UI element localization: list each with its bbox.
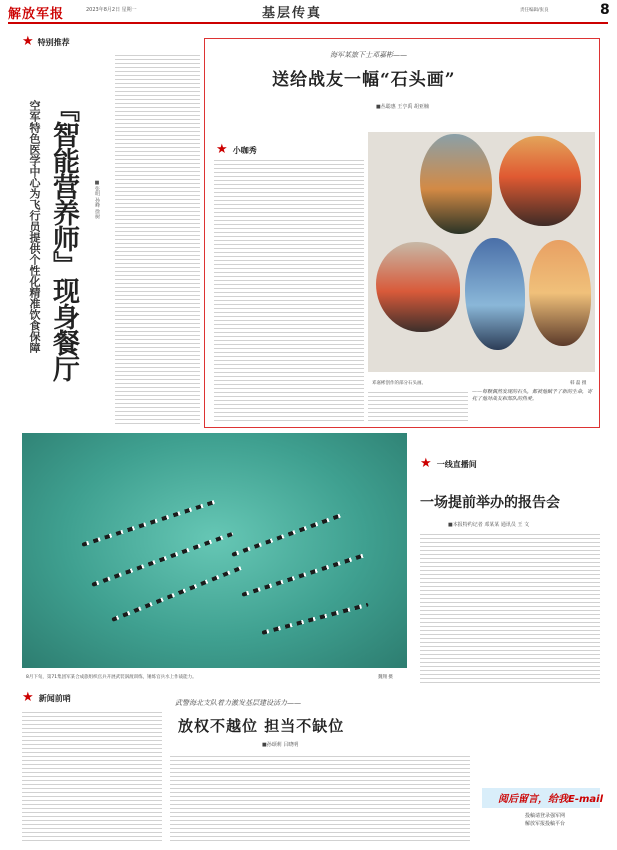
star-icon: ★ bbox=[22, 690, 34, 705]
front-line-kicker: ★ 一线直播间 bbox=[420, 456, 477, 471]
star-icon: ★ bbox=[216, 142, 228, 157]
stone-painting bbox=[420, 134, 492, 234]
bottom-story-headline: 放权不越位 担当不缺位 bbox=[178, 717, 345, 735]
bottom-story-byline: ■孙颂莉 吕晓明 bbox=[262, 742, 299, 748]
front-line-headline: 一场提前举办的报告会 bbox=[420, 495, 560, 511]
masthead-logo: 解放军报 bbox=[8, 7, 65, 22]
swimmer-column bbox=[261, 603, 368, 635]
feature-body-text bbox=[115, 55, 200, 425]
feature-byline: ■张明 孙峰 徐树 bbox=[94, 180, 100, 220]
bottom-story-body-left bbox=[22, 712, 162, 842]
special-recommend-kicker: ★ 特别推荐 bbox=[22, 34, 70, 49]
swimmer-column bbox=[231, 512, 345, 557]
stone-painting bbox=[529, 240, 591, 346]
swimmer-column bbox=[111, 566, 242, 622]
swimmer-column bbox=[241, 553, 366, 597]
story-body-text bbox=[214, 160, 364, 422]
feature-headline: 『智能营养师』现身餐厅 bbox=[48, 95, 79, 381]
page-section-title: 基层传真 bbox=[262, 6, 323, 21]
stone-painting bbox=[376, 242, 460, 332]
story-byline: ■丛聪惠 王亨禹 胡亚楠 bbox=[376, 104, 429, 110]
stone-painting bbox=[465, 238, 525, 350]
stone-painting bbox=[499, 136, 581, 226]
star-icon: ★ bbox=[22, 34, 34, 49]
story-headline: 送给战友一幅“石头画” bbox=[272, 70, 456, 90]
feedback-email-label[interactable]: 阅后留言，给我E-mail bbox=[498, 794, 604, 805]
photo-caption: 8月下旬，第71集团军某合成旅组织官兵开展武装泅渡训练，锤炼官兵水上作战能力。 bbox=[26, 675, 197, 680]
column-kicker: ★ 小咖秀 bbox=[216, 142, 257, 157]
bottom-story-body-right bbox=[170, 756, 470, 842]
feature-subheadline: 空军特色医学中心为飞行员提供个性化精准饮食保障 bbox=[28, 100, 41, 353]
header-rule bbox=[8, 22, 608, 24]
front-line-byline: ■本报特约记者 邓某某 通讯员 王 文 bbox=[448, 522, 530, 528]
pull-quote: ——每颗偶然发现的石头，都被他赋予了新的生命，寄托了他对战友和部队的热爱。 bbox=[472, 389, 593, 402]
swimmer-column bbox=[81, 500, 215, 547]
swimming-training-photo bbox=[22, 433, 407, 668]
story-body-text-continued bbox=[368, 392, 468, 424]
photo-caption: 邓嘉彬创作的部分石头画。 bbox=[372, 381, 426, 386]
front-line-body-text bbox=[420, 534, 600, 684]
responsible-editor: 责任编辑/张良 bbox=[520, 8, 549, 13]
page-number: 8 bbox=[600, 2, 610, 18]
star-icon: ★ bbox=[420, 456, 432, 471]
news-outpost-kicker: ★ 新闻前哨 bbox=[22, 690, 71, 705]
bottom-story-kicker: 武警海北支队着力激发基层建设活力—— bbox=[175, 699, 301, 707]
submission-info: 投稿请登录强军网 解放军报投稿平台 bbox=[525, 813, 566, 827]
story-kicker: 海军某旅下士邓嘉彬—— bbox=[330, 51, 407, 59]
photo-credit: 韩 磊 摄 bbox=[570, 381, 587, 386]
photo-credit: 魏翔 摄 bbox=[378, 675, 393, 680]
dateline: 2023年8月2日 星期一 bbox=[86, 7, 137, 13]
stone-painting-photo bbox=[368, 132, 595, 372]
